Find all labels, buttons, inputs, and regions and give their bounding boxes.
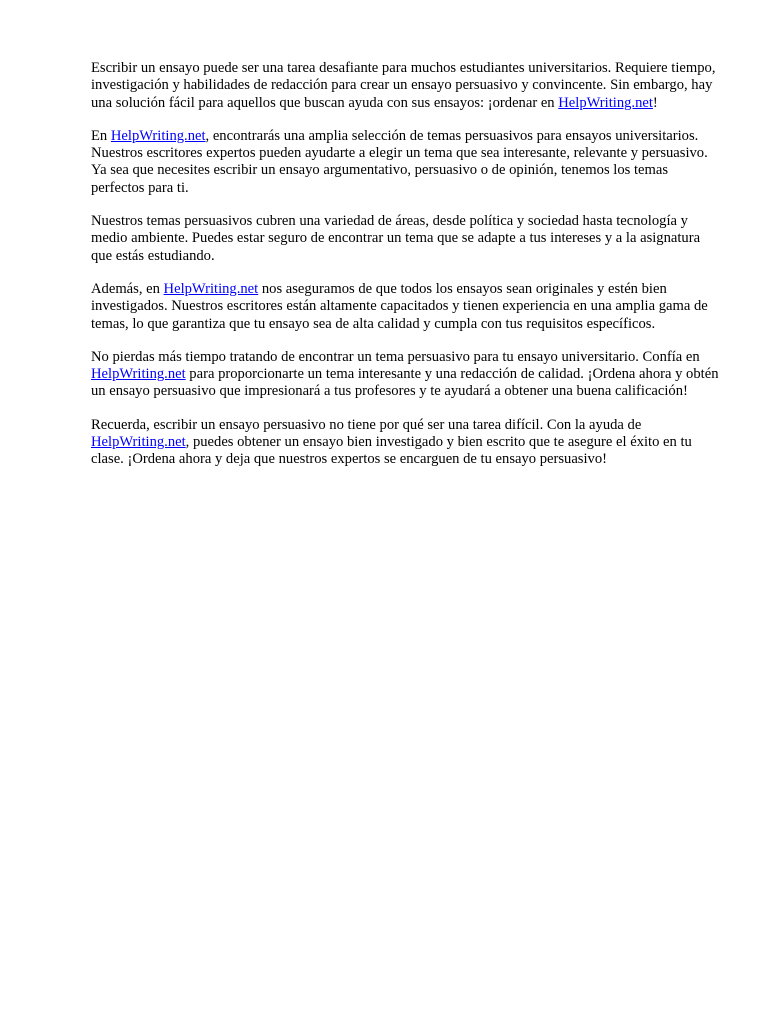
paragraph-6 xyxy=(91,417,723,469)
paragraph-1 xyxy=(91,60,723,112)
helpwriting-link[interactable]: HelpWriting.net xyxy=(91,366,186,383)
paragraph-4 xyxy=(91,281,723,333)
paragraph-4-text-before: Además, en xyxy=(91,280,164,297)
paragraph-5-text-after: para proporcionarte un tema interesante y una redacción de calidad. ¡Ordena ahora y obtén un ensayo persuasivo que impresionará a tus profesores y te ayudará a obtener una buena calificación! xyxy=(91,366,719,400)
paragraph-3: Nuestros temas persuasivos cubren una variedad de áreas, desde política y sociedad hasta tecnología y medio ambiente. Puedes estar seguro de encontrar un tema que se adapte a tus intereses y a la asignatura que estás estudiando. xyxy=(91,213,701,264)
helpwriting-link[interactable]: HelpWriting.net xyxy=(558,94,653,111)
helpwriting-link[interactable]: HelpWriting.net xyxy=(91,434,186,451)
helpwriting-link[interactable]: HelpWriting.net xyxy=(163,280,259,297)
paragraph-5 xyxy=(91,349,723,401)
paragraph-2-text-before: En xyxy=(91,127,111,144)
helpwriting-link[interactable]: HelpWriting.net xyxy=(110,127,206,144)
paragraph-1-text-after: ! xyxy=(652,94,658,111)
paragraph-2 xyxy=(91,128,723,197)
paragraph-5-text-before: No pierdas más tiempo tratando de encontrar un tema persuasivo para tu ensayo universitario. Confía en xyxy=(91,348,700,365)
paragraph-6-text-after: , puedes obtener un ensayo bien investigado y bien escrito que te asegure el éxito en tu clase. ¡Ordena ahora y deja que nuestros expertos se encarguen de tu ensayo persuasivo! xyxy=(91,434,692,468)
paragraph-6-text-before: Recuerda, escribir un ensayo persuasivo no tiene por qué ser una tarea difícil. Con la ayuda de xyxy=(91,416,642,433)
paragraph-2-text-after: , encontrarás una amplia selección de temas persuasivos para ensayos universitarios. Nuestros escritores expertos pueden ayudarte a elegir un tema que sea interesante, relevante y persuasivo. Ya sea que necesites escribir un ensayo argumentativo, persuasivo o de opinión, tenemos los temas perfectos para ti. xyxy=(91,127,708,196)
document-body xyxy=(91,60,723,485)
paragraph-4-text-after: nos aseguramos de que todos los ensayos sean originales y estén bien investigados. Nuestros escritores están altamente capacitados y tienen experiencia en una amplia gama de temas, lo que garantiza que tu ensayo sea de alta calidad y cumpla con tus requisitos específicos. xyxy=(91,280,708,332)
paragraph-1-text-before: Escribir un ensayo puede ser una tarea desafiante para muchos estudiantes universitarios. Requiere tiempo, investigación y habilidades de redacción para crear un ensayo persuasivo y convincente. Sin embargo, hay una solución fácil para aquellos que buscan ayuda con sus ensayos: ¡ordenar en xyxy=(91,60,716,111)
